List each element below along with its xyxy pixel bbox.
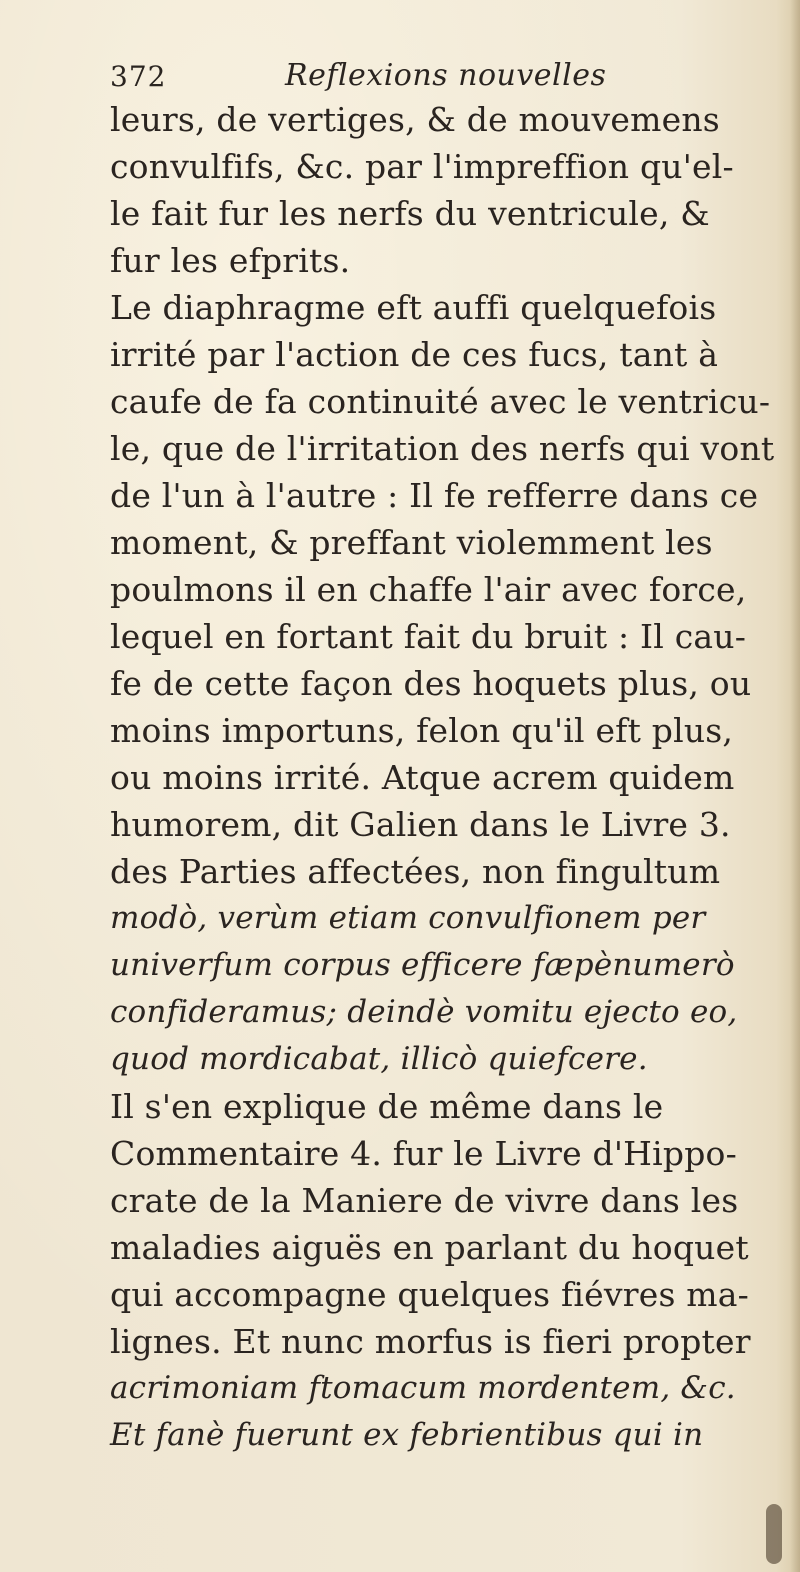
text-line: des Parties affectées, non fingultum <box>110 852 721 891</box>
text-line: fur les efprits. <box>110 241 351 280</box>
text-line: de l'un à l'autre : Il fe refferre dans ce <box>110 476 759 515</box>
text-line: univerfum corpus efficere fæpènumerò <box>110 947 735 983</box>
text-line: le fait fur les nerfs du ventricule, & <box>110 194 710 233</box>
text-line: Commentaire 4. fur le Livre d'Hippo- <box>110 1134 737 1173</box>
page-number: 372 <box>110 60 167 93</box>
text-line: modò, verùm etiam convulfionem per <box>110 900 706 936</box>
text-line: convulfifs, &c. par l'impreffion qu'el- <box>110 147 734 186</box>
page-header <box>110 50 710 94</box>
text-line: Le diaphragme eft auffi quelquefois <box>110 288 717 327</box>
text-line: poulmons il en chaffe l'air avec force, <box>110 570 747 609</box>
text-line: quod mordicabat, illicò quiefcere. <box>110 1041 648 1077</box>
text-line: confideramus; deindè vomitu ejecto eo, <box>110 994 738 1030</box>
text-line: fe de cette façon des hoquets plus, ou <box>110 664 752 703</box>
text-line: qui accompagne quelques fiévres ma- <box>110 1275 749 1314</box>
text-line: crate de la Maniere de vivre dans les <box>110 1181 739 1220</box>
text-line: maladies aiguës en parlant du hoquet <box>110 1228 749 1267</box>
text-line: Et fanè fuerunt ex febrientibus qui in <box>110 1417 704 1453</box>
text-line: caufe de fa continuité avec le ventricu- <box>110 382 771 421</box>
text-line: lequel en fortant fait du bruit : Il cau- <box>110 617 747 656</box>
ink-stain <box>766 1504 782 1564</box>
text-line: acrimoniam ftomacum mordentem, &c. <box>110 1370 736 1406</box>
text-line: irrité par l'action de ces fucs, tant à <box>110 335 719 374</box>
text-line: ou moins irrité. Atque acrem quidem <box>110 758 735 797</box>
text-line: humorem, dit Galien dans le Livre 3. <box>110 805 731 844</box>
text-line: moins importuns, felon qu'il eft plus, <box>110 711 734 750</box>
body-text <box>110 96 800 1459</box>
text-line: moment, & preffant violemment les <box>110 523 713 562</box>
text-line: lignes. Et nunc morfus is fieri propter <box>110 1322 751 1361</box>
text-line: Il s'en explique de même dans le <box>110 1087 664 1126</box>
text-line: le, que de l'irritation des nerfs qui vont <box>110 429 775 468</box>
text-line: leurs, de vertiges, & de mouvemens <box>110 100 720 139</box>
running-head: Reflexions nouvelles <box>285 58 607 93</box>
